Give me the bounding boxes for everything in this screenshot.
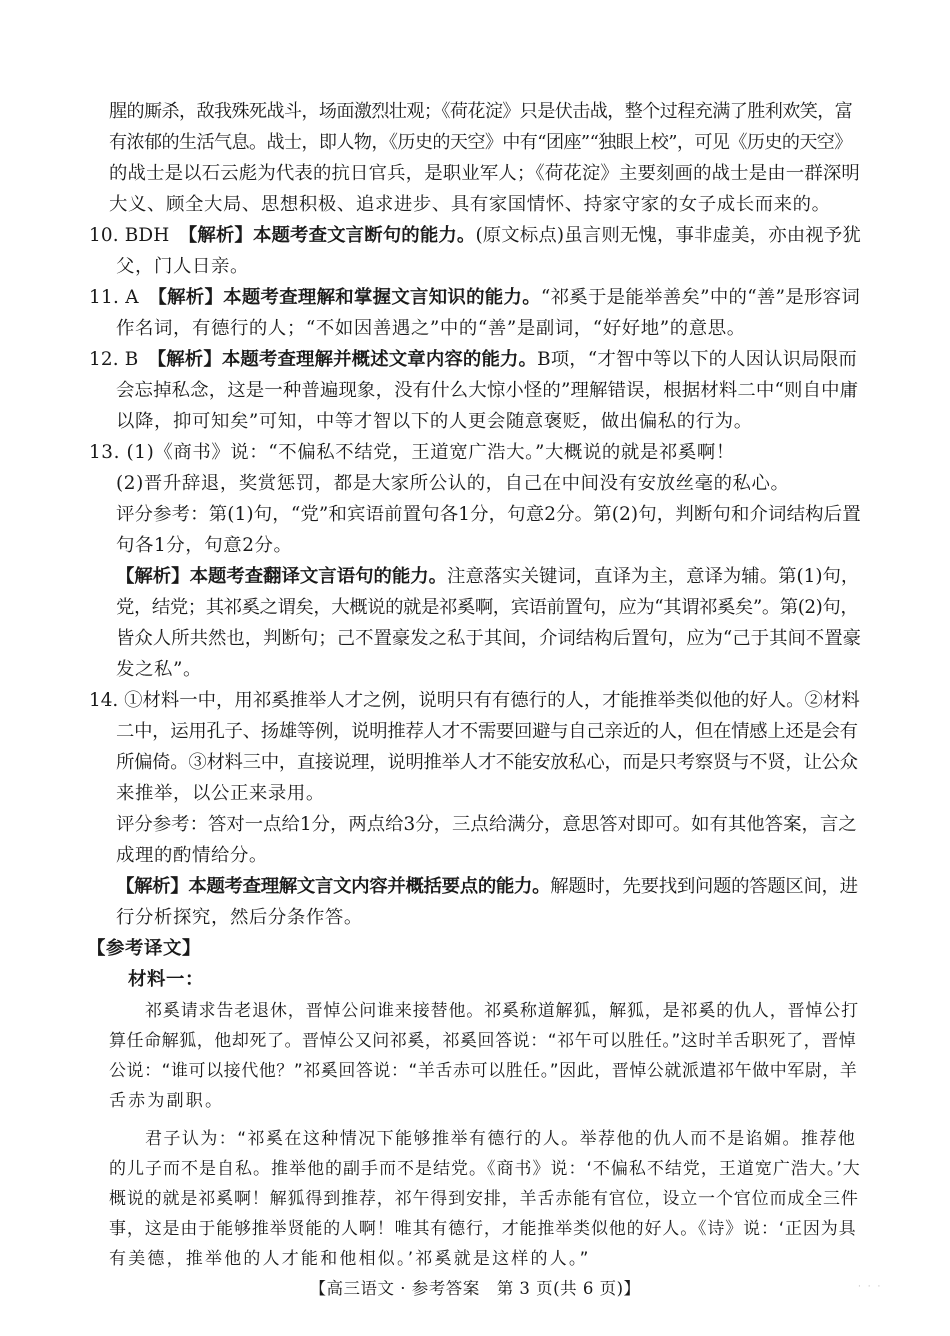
translation-line: 事，这是由于能够推举贤能的人啊！唯其有德行，才能推举类似他的好人。《诗》说：‘正因为具: [109, 1219, 857, 1239]
reference-translation-heading: 【参考译文】: [87, 938, 201, 959]
q11-analysis-heading: 【解析】本题考查理解和掌握文言知识的能力。: [157, 287, 541, 308]
q14-cont-2: 所偏倚。③材料三中，直接说理，说明推举人才不能安放私心，而是只考察贤与不贤，让公众: [116, 752, 858, 773]
q10-analysis-heading: 【解析】本题考查文言断句的能力。: [187, 225, 476, 246]
q12-text: B项，“才智中等以下的人因认识局限而: [537, 349, 857, 370]
q13-score-1: 评分参考：第(1)句，“党”和宾语前置句各1分，句意2分。第(2)句，判断句和介词结构后置: [116, 504, 861, 525]
material-one-heading: 材料一：: [128, 969, 204, 990]
q14-cont-4: 行分析探究，然后分条作答。: [116, 907, 363, 928]
corner-mark: · · ·: [858, 1282, 883, 1292]
q11-text: “祁奚于是能举善矣”中的“善”是形容词: [540, 287, 861, 308]
q11-label: 11. A: [89, 287, 158, 308]
translation-line: 的儿子而不是自私。推举他的副手而不是结党。《商书》说：‘不偏私不结党，王道宽广浩大。’大: [109, 1159, 861, 1179]
translation-line: 君子认为：“祁奚在这种情况下能够推举有德行的人。举荐他的仇人而不是谄媚。推荐他: [145, 1129, 857, 1149]
q9-line-1: 腥的厮杀，敌我殊死战斗，场面激烈壮观；《荷花淀》只是伏击战，整个过程充满了胜利欢笑，富: [109, 101, 853, 122]
q12-cont-1: 会忘掉私念，这是一种普遍现象，没有什么大惊小怪的”理解错误，根据材料二中“则自中庸: [116, 380, 859, 401]
q13-analysis-heading: 【解析】本题考查翻译文言语句的能力。: [116, 566, 448, 587]
translation-line: 概说的就是祁奚啊！解狐得到推荐，祁午得到安排，羊舌赤能有官位，设立一个官位而成全三件: [109, 1189, 859, 1209]
q12-analysis-heading: 【解析】本题考查理解并概述文章内容的能力。: [156, 349, 538, 370]
translation-line: 公说：“谁可以接代他？”祁奚回答说：“羊舌赤可以胜任。”因此，晋悼公就派遣祁午做中军尉，羊: [109, 1061, 858, 1081]
q14-cont-3: 来推举，以公正来录用。: [116, 783, 325, 804]
q14-score-1: 评分参考：答对一点给1分，两点给3分，三点给满分，意思答对即可。如有其他答案，言之: [116, 814, 857, 835]
q11-answer: [89, 283, 860, 313]
q9-line-3: 的战士是以石云彪为代表的抗日官兵，是职业军人；《荷花淀》主要刻画的战士是由一群深明: [109, 163, 860, 184]
q13-line-1: 13. (1)《商书》说：“不偏私不结党，王道宽广浩大。”大概说的就是祁奚啊！: [89, 442, 735, 463]
q10-answer: [89, 221, 861, 251]
q13-score-2: 句各1分，句意2分。: [116, 535, 293, 556]
q14-cont-1: 二中，运用孔子、扬雄等例，说明推荐人才不需要回避与自己亲近的人，但在情感上还是会有: [116, 721, 858, 742]
q14-analysis-heading: 【解析】本题考查理解文言文内容并概括要点的能力。: [116, 876, 551, 897]
q12-label: 12. B: [89, 349, 157, 370]
q13-analysis-text: 注意落实关键词，直译为主，意译为辅。第(1)句，: [447, 566, 860, 587]
page-footer: 【高三语文 · 参考答案 第 3 页(共 6 页)】: [309, 1279, 641, 1298]
translation-line: 有美德，推举他的人才能和他相似。’祁奚就是这样的人。”: [109, 1249, 591, 1269]
q9-line-4: 大义、顾全大局、思想积极、追求进步、具有家国情怀、持家守家的女子成长而来的。: [109, 194, 831, 215]
translation-line: 舌赤为副职。: [109, 1091, 225, 1111]
q13-cont-2: 皆众人所共然也，判断句；己不置豪发之私于其间，介词结构后置句，应为“己于其间不置豪: [116, 628, 862, 649]
q13-analysis: [116, 562, 859, 592]
q14-analysis: [116, 872, 858, 902]
q10-cont: 父，门人日亲。: [116, 256, 249, 277]
q13-cont-1: 党，结党；其祁奚之谓矣，大概说的就是祁奚啊，宾语前置句，应为“其谓祁奚矣”。第(2)句，: [116, 597, 859, 618]
q12-answer: [89, 345, 857, 375]
q14-analysis-text: 解题时，先要找到问题的答题区间，进: [550, 876, 858, 897]
translation-line: 祁奚请求告老退休，晋悼公问谁来接替他。祁奚称道解狐，解狐，是祁奚的仇人，晋悼公打: [145, 1001, 859, 1021]
q10-text: (原文标点)虽言则无愧，事非虚美，亦由视予犹: [475, 225, 861, 246]
q13-line-2: (2)晋升辞退，奖赏惩罚，都是大家所公认的，自己在中间没有安放丝毫的私心。: [116, 473, 790, 494]
q9-line-2: 有浓郁的生活气息。战士，即人物，《历史的天空》中有“团座”“独眼上校”，可见《历史的天空》: [109, 132, 852, 153]
q10-label: 10. BDH: [89, 225, 188, 246]
translation-line: 算任命解狐，他却死了。晋悼公又问祁奚，祁奚回答说：“祁午可以胜任。”这时羊舌职死了，晋悼: [109, 1031, 857, 1051]
q14-line-1: 14. ①材料一中，用祁奚推举人才之例，说明只有有德行的人，才能推举类似他的好人。②材料: [89, 690, 860, 711]
q13-cont-3: 发之私”。: [116, 659, 202, 680]
q12-cont-2: 以降，抑可知矣”可知，中等才智以下的人更会随意褒贬，做出偏私的行为。: [116, 411, 753, 432]
q14-score-2: 成理的酌情给分。: [116, 845, 268, 866]
q11-cont: 作名词，有德行的人；“不如因善遇之”中的“善”是副词，“好好地”的意思。: [116, 318, 746, 339]
